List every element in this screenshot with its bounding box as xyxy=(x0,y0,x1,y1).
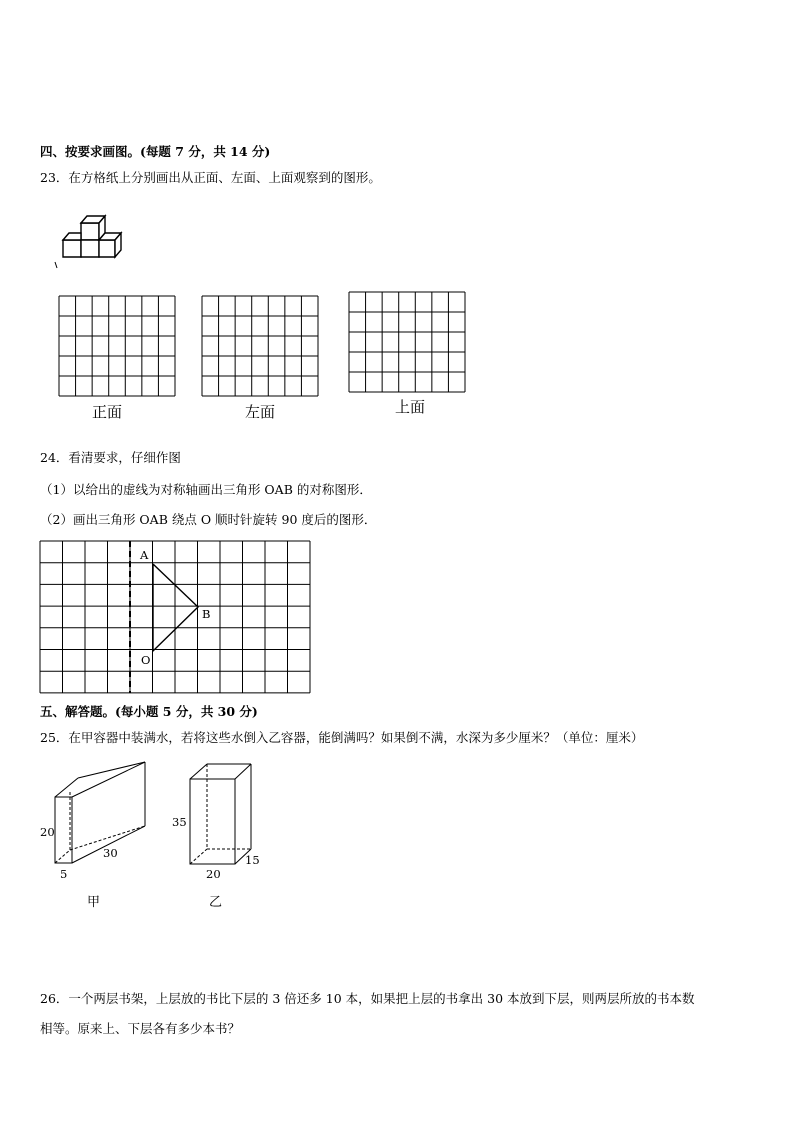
question-24-part-2: （2）画出三角形 OAB 绕点 O 顺时针旋转 90 度后的图形． xyxy=(40,512,377,527)
point-a-label: A xyxy=(140,548,149,562)
drawing-grids xyxy=(59,292,465,396)
question-23-text: 23．在方格纸上分别画出从正面、左面、上面观察到的图形。 xyxy=(40,170,381,185)
section-4-heading: 四、按要求画图。(每题 7 分，共 14 分) xyxy=(40,144,271,159)
container-b-label: 乙 xyxy=(209,895,223,910)
container-b-width: 15 xyxy=(245,853,260,867)
container-b-figure xyxy=(190,764,251,864)
question-25-text: 25．在甲容器中装满水，若将这些水倒入乙容器，能倒满吗？如果倒不满，水深为多少厘米？（单位：厘米） xyxy=(40,730,644,745)
cube-stack-figure xyxy=(55,216,121,268)
question-24-part-1: （1）以给出的虚线为对称轴画出三角形 OAB 的对称图形． xyxy=(40,482,372,497)
grid-label-left: 左面 xyxy=(245,403,276,421)
question-26-line-1: 26．一个两层书架，上层放的书比下层的 3 倍还多 10 本，如果把上层的书拿出 30 本放到下层，则两层所放的书本数 xyxy=(40,991,695,1006)
section-5-heading: 五、解答题。(每小题 5 分，共 30 分) xyxy=(40,704,258,719)
grid-label-top: 上面 xyxy=(395,398,426,416)
point-o-label: O xyxy=(141,653,151,667)
point-b-label: B xyxy=(202,607,211,621)
grid-label-front: 正面 xyxy=(92,403,123,421)
container-a-height: 20 xyxy=(40,825,55,839)
q24-grid xyxy=(40,541,310,693)
container-b-height: 35 xyxy=(172,815,187,829)
container-b-length: 20 xyxy=(206,867,221,881)
container-a-length: 30 xyxy=(103,846,118,860)
question-26-line-2: 相等。原来上、下层各有多少本书？ xyxy=(40,1021,241,1036)
question-24-text: 24．看清要求，仔细作图 xyxy=(40,450,181,465)
container-a-figure xyxy=(55,762,145,863)
container-a-width: 5 xyxy=(60,867,68,881)
container-a-label: 甲 xyxy=(87,895,101,910)
